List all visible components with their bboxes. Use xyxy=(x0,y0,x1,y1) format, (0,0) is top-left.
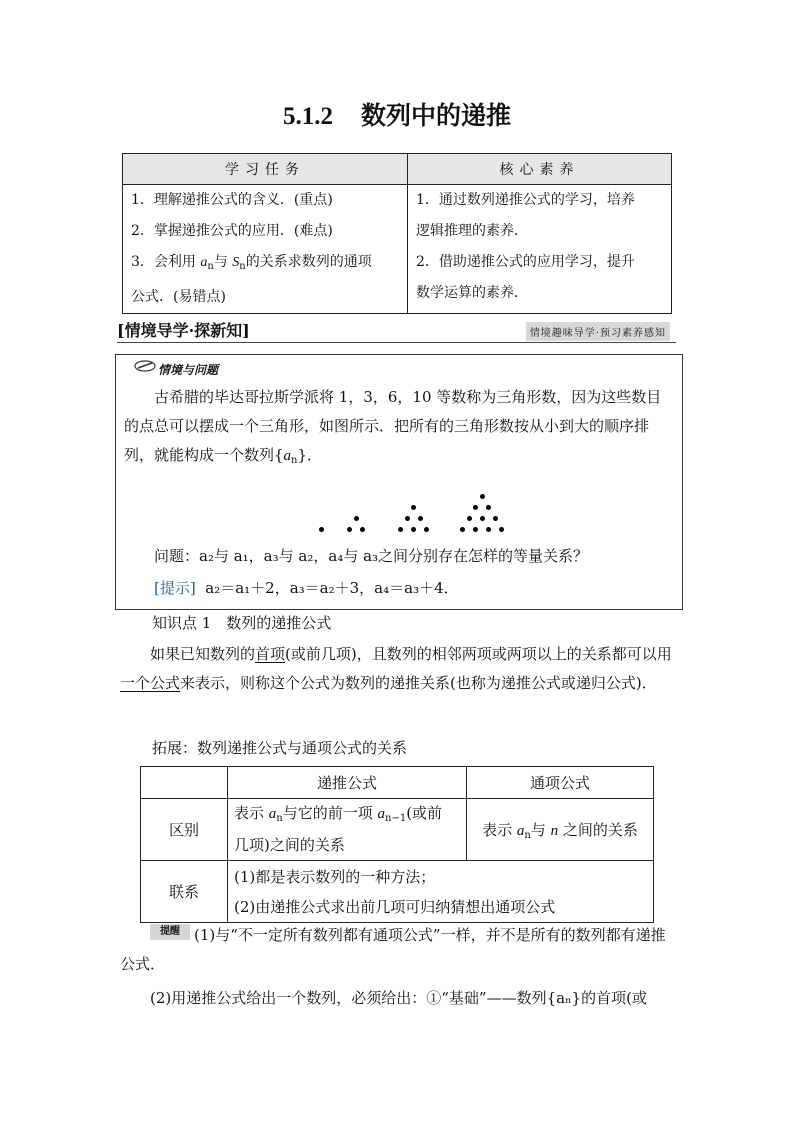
triangle-dot xyxy=(424,527,429,532)
row-label-connection: 联系 xyxy=(141,861,228,923)
remind-icon: 提醒 xyxy=(150,924,190,940)
triangle-dot xyxy=(319,527,324,532)
literacy-item: 1．通过数列递推公式的学习，培养 xyxy=(416,192,635,208)
hint-text: a₂＝a₁＋2，a₃＝a₂＋3，a₄＝a₃＋4． xyxy=(205,579,459,597)
header-general: 通项公式 xyxy=(467,767,654,799)
triangle-dot xyxy=(460,527,465,532)
triangle-dot xyxy=(486,505,491,510)
hint-label: [提示] xyxy=(154,579,196,597)
triangle-dot xyxy=(411,527,416,532)
triangle-dot xyxy=(486,527,491,532)
triangle-dot xyxy=(360,527,365,532)
triangle-dot xyxy=(480,516,485,521)
literacy-item: 2．借助递推公式的应用学习，提升 xyxy=(416,254,635,270)
relation-table xyxy=(140,766,654,923)
row-label-difference: 区别 xyxy=(141,799,228,861)
definition-text: 如果已知数列的首项(或前几项)，且数列的相邻两项或两项以上的关系都可以用一个公式来表示，则称这个公式为数列的递推关系(也称为递推公式或递归公式)． xyxy=(120,645,672,692)
extension-title: 拓展：数列递推公式与通项公式的关系 xyxy=(152,739,408,757)
note-2: (2)用递推公式给出一个数列，必须给出：①“基础”——数列{aₙ}的首项(或 xyxy=(150,989,647,1007)
title-text: 数列中的递推 xyxy=(360,101,511,130)
question-text: 问题：a₂与 a₁，a₃与 a₂，a₄与 a₃之间分别存在怎样的等量关系？ xyxy=(154,547,589,565)
scenario-box xyxy=(115,354,683,610)
triangle-dot xyxy=(499,527,504,532)
section-header xyxy=(117,318,676,343)
scenario-text: 古希腊的毕达哥拉斯学派将 1，3，6，10 等数称为三角形数，因为这些数目的点总可以摆成一个三角形，如图所示．把所有的三角形数按从小到大的顺序排列，就能构成一个数列$\{a_n\}$． xyxy=(124,388,662,466)
knowledge-point-title: 知识点 1 数列的递推公式 xyxy=(152,614,332,632)
note-1: (1)与“不一定所有数列都有通项公式”一样，并不是所有的数列都有递推公式． xyxy=(120,926,666,973)
literacy-item: 逻辑推理的素养． xyxy=(416,223,528,239)
triangle-dot xyxy=(347,527,352,532)
triangle-dot xyxy=(467,516,472,521)
task-item: 公式．(易错点) xyxy=(131,289,226,305)
general-difference-cell: 表示 $a_n$与 n 之间的关系 xyxy=(467,799,654,861)
connection-cell: (1)都是表示数列的一种方法； (2)由递推公式求出前几项可归纳猜想出通项公式 xyxy=(228,861,654,923)
recursive-difference-cell: 表示 $a_n$与它的前一项 $a_{n-1}$(或前 几项)之间的关系 xyxy=(228,799,467,861)
triangle-dot xyxy=(354,516,359,521)
triangle-dot xyxy=(473,505,478,510)
learning-tasks-cell xyxy=(123,185,408,314)
header-learning-tasks: 学习任务 xyxy=(123,154,408,185)
task-item: 1．理解递推公式的含义．(重点) xyxy=(131,192,333,208)
triangle-dot xyxy=(418,516,423,521)
core-literacy-cell xyxy=(408,185,672,314)
hint-line xyxy=(154,577,459,598)
section-number: 5.1.2 xyxy=(282,103,333,130)
task-item: 2．掌握递推公式的应用．(难点) xyxy=(131,223,333,239)
header-core-literacy: 核心素养 xyxy=(408,154,672,185)
triangle-dot xyxy=(473,527,478,532)
page-title xyxy=(0,96,794,132)
task-item: 3．会利用 $a_n$与 $S_n$的关系求数列的通项 xyxy=(131,254,372,272)
triangle-dot xyxy=(411,505,416,510)
pen-icon xyxy=(134,359,156,373)
literacy-item: 数学运算的素养． xyxy=(416,285,528,301)
section-tag: 情境趣味导学·预习素养感知 xyxy=(526,322,670,341)
scenario-heading: 情境与问题 xyxy=(158,363,219,377)
task-table xyxy=(122,153,672,314)
section-title: [情境导学·探新知] xyxy=(117,321,250,340)
triangle-dot xyxy=(480,494,485,499)
triangle-dot xyxy=(493,516,498,521)
triangle-dot xyxy=(398,527,403,532)
triangle-dot xyxy=(405,516,410,521)
header-recursive: 递推公式 xyxy=(228,767,467,799)
table-corner xyxy=(141,767,228,799)
